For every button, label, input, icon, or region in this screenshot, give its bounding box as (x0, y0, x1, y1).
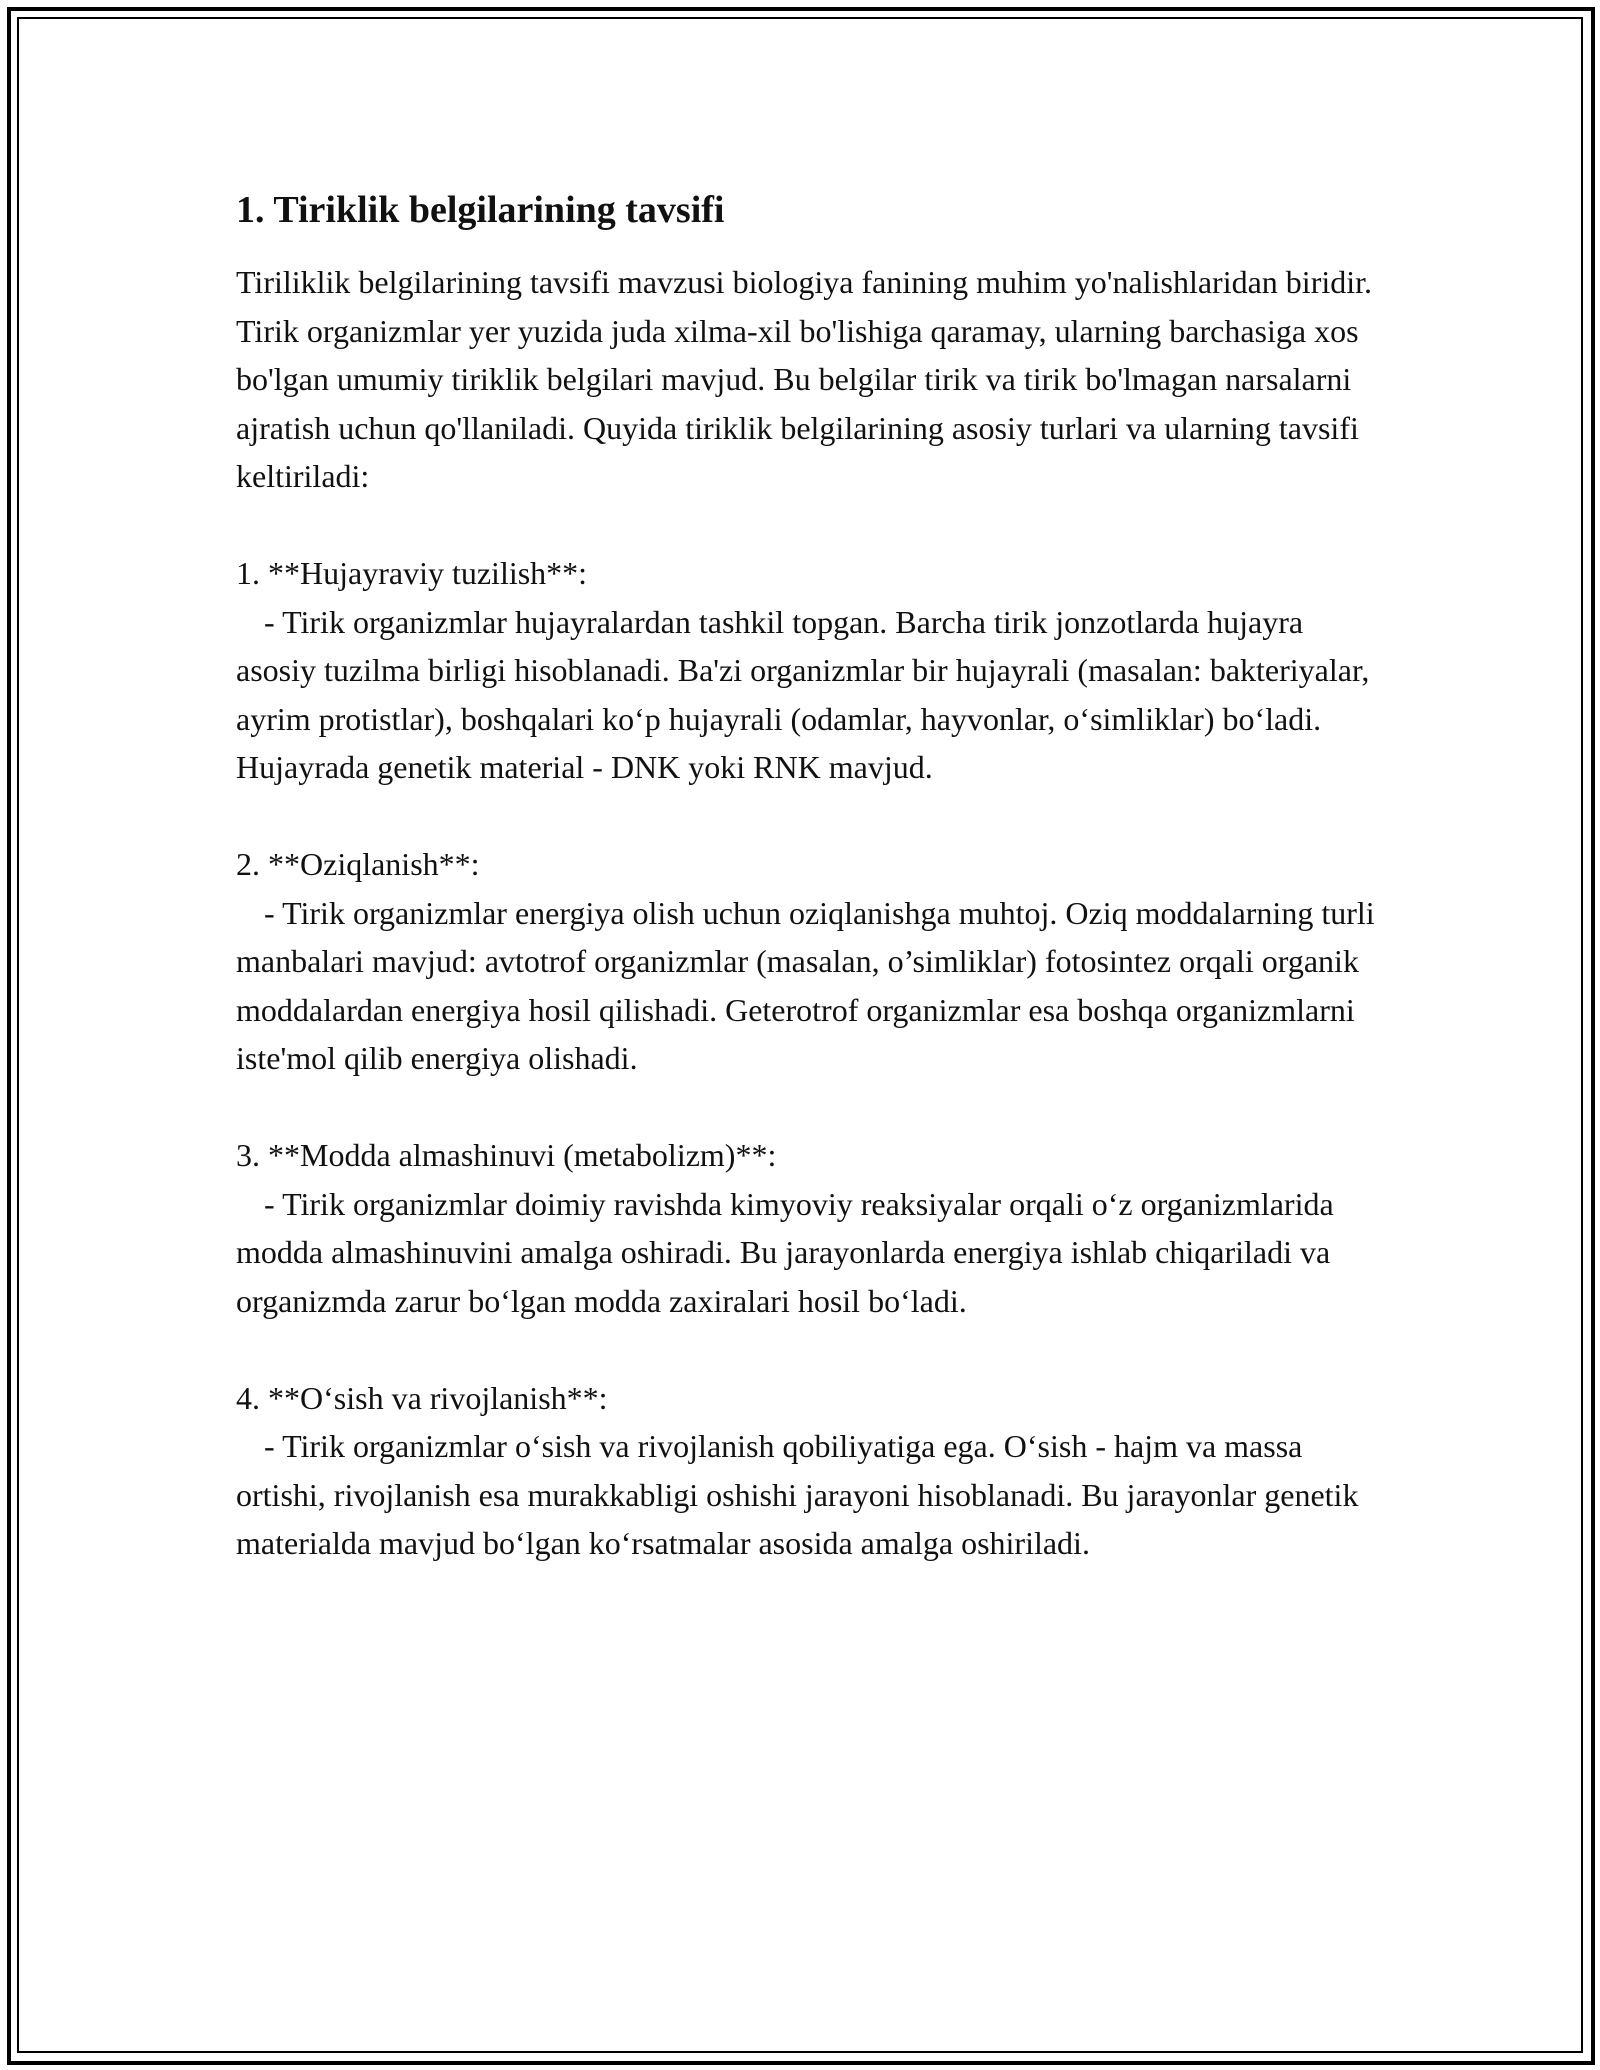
document-content (236, 186, 1386, 1568)
section-body: - Tirik organizmlar o‘sish va rivojlanish qobiliyatiga ega. O‘sish - hajm va massa ortishi, rivojlanish esa murakkabligi oshishi jarayoni hisoblanadi. Bu jarayonlar genetik materialda mavjud bo‘lgan ko‘rsatmalar asosida amalga oshiriladi. (236, 1428, 1359, 1561)
section-metabolism (236, 1131, 1386, 1325)
section-body: - Tirik organizmlar doimiy ravishda kimyoviy reaksiyalar orqali o‘z organizmlarida modda almashinuvini amalga oshiradi. Bu jarayonlarda energiya ishlab chiqariladi va organizmda zarur bo‘lgan modda zaxiralari hosil bo‘ladi. (236, 1185, 1334, 1319)
section-title: 4. **O‘sish va rivojlanish**: (236, 1379, 608, 1416)
section-cell-structure (236, 549, 1386, 792)
section-nutrition (236, 840, 1386, 1083)
page-title: 1. Tiriklik belgilarining tavsifi (236, 189, 725, 231)
section-growth (236, 1374, 1386, 1568)
section-body: - Tirik organizmlar energiya olish uchun oziqlanishga muhtoj. Oziq moddalarning turli manbalari mavjud: avtotrof organizmlar (masalan, o’simliklar) fotosintez orqali organik moddalardan energiya hosil qilishadi. Geterotrof organizmlar esa boshqa organizmlarni iste'mol qilib energiya olishadi. (236, 894, 1375, 1076)
section-title: 3. **Modda almashinuvi (metabolizm)**: (236, 1137, 777, 1173)
intro-paragraph: Tiriliklik belgilarining tavsifi mavzusi biologiya fanining muhim yo'nalishlaridan biridir. Tirik organizmlar yer yuzida juda xilma-xil bo'lishiga qaramay, ularning barchasiga xos bo'lgan umumiy tiriklik belgilari mavjud. Bu belgilar tirik va tirik bo'lmagan narsalarni ajratish uchun qo'llaniladi. Quyida tiriklik belgilarining asosiy turlari va ularning tavsifi keltiriladi: (236, 264, 1373, 494)
section-title: 2. **Oziqlanish**: (236, 846, 480, 882)
section-title: 1. **Hujayraviy tuzilish**: (236, 555, 588, 591)
section-body: - Tirik organizmlar hujayralardan tashkil topgan. Barcha tirik jonzotlarda hujayra asosiy tuzilma birligi hisoblanadi. Ba'zi organizmlar bir hujayrali (masalan: bakteriyalar, ayrim protistlar), boshqalari ko‘p hujayrali (odamlar, hayvonlar, o‘simliklar) bo‘ladi. Hujayrada genetik material - DNK yoki RNK mavjud. (236, 603, 1370, 785)
